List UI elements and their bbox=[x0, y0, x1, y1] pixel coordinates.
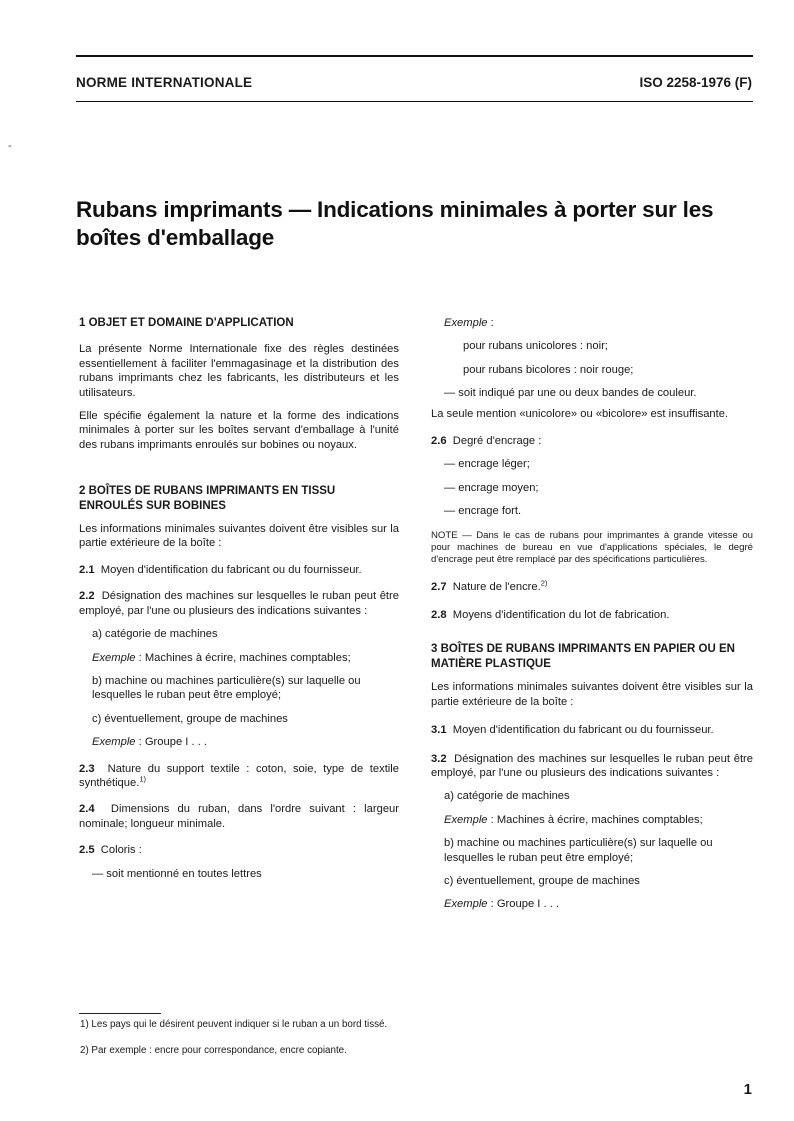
header-rule bbox=[76, 101, 753, 102]
clause-2-6-number: 2.6 bbox=[431, 435, 447, 448]
clause-2-2-example-2 bbox=[92, 735, 399, 749]
clause-3-2-item-c: c) éventuellement, groupe de machines bbox=[444, 874, 640, 887]
header-standard-type: NORME INTERNATIONALE bbox=[76, 75, 253, 90]
clause-3-2-item-a: a) catégorie de machines bbox=[444, 790, 570, 803]
section-1-paragraph-2: Elle spécifie également la nature et la forme des indications minimales à porter sur les boîtes servant d'emballage à l'unité des rubans imprimants enroulés sur bobines ou noyaux. bbox=[79, 410, 399, 451]
clause-2-8-text: Moyens d'identification du lot de fabrication. bbox=[452, 609, 670, 622]
clause-2-2 bbox=[79, 589, 399, 618]
clause-2-2-example-1 bbox=[92, 651, 399, 665]
clause-3-2-number: 3.2 bbox=[431, 752, 447, 765]
clause-2-5-item-2: — soit indiqué par une ou deux bandes de couleur. bbox=[444, 387, 697, 400]
section-3-intro: Les informations minimales suivantes doivent être visibles sur la partie extérieure de la boîte : bbox=[431, 681, 753, 708]
example-label: Exemple bbox=[92, 651, 136, 664]
clause-2-5-item-1: — soit mentionné en toutes lettres bbox=[92, 867, 262, 880]
footnote-ref-2: 2) bbox=[540, 577, 548, 587]
clause-2-6 bbox=[431, 434, 753, 448]
example-text: : Machines à écrire, machines comptables; bbox=[135, 651, 351, 664]
clause-2-2-item-b: b) machine ou machines particulière(s) sur laquelle ou lesquelles le ruban peut être employé; bbox=[92, 674, 361, 702]
clause-2-4-text: Dimensions du ruban, dans l'ordre suivant : largeur nominale; longueur minimale. bbox=[79, 803, 400, 830]
clause-2-2-text: Désignation des machines sur lesquelles le ruban peut être employé, par l'une ou plusieurs des indications suivantes : bbox=[79, 590, 399, 617]
right-column bbox=[431, 316, 753, 912]
clause-2-6-text: Degré d'encrage : bbox=[452, 435, 542, 448]
clause-2-4-number: 2.4 bbox=[79, 803, 95, 816]
clause-2-2-number: 2.2 bbox=[79, 590, 95, 603]
clause-2-6-item-2: — encrage moyen; bbox=[444, 481, 539, 494]
clause-2-3 bbox=[79, 762, 399, 791]
clause-2-2-item-a: a) catégorie de machines bbox=[92, 628, 218, 641]
footnote-ref-1: 1) bbox=[139, 774, 147, 784]
section-2-intro: Les informations minimales suivantes doivent être visibles sur la partie extérieure de la boîte : bbox=[79, 523, 399, 550]
clause-2-4 bbox=[79, 802, 399, 831]
header-standard-number: ISO 2258-1976 (F) bbox=[639, 75, 752, 90]
clause-2-5-note: La seule mention «unicolore» ou «bicolore» est insuffisante. bbox=[431, 407, 729, 420]
example-text: : Groupe I . . . bbox=[135, 736, 208, 749]
clause-3-2-text: Désignation des machines sur lesquelles le ruban peut être employé, par l'une ou plusieurs des indications suivantes : bbox=[431, 752, 753, 779]
clause-2-6-note: NOTE — Dans le cas de rubans pour imprimantes à grande vitesse ou pour machines de bureau en vue d'applications spéciales, le degré d'encrage peut être remplacé par des spécifications particulières. bbox=[431, 529, 753, 565]
footnote-rule bbox=[79, 1013, 161, 1014]
footnote-1: 1) Les pays qui le désirent peuvent indiquer si le ruban a un bord tissé. bbox=[80, 1019, 388, 1030]
section-1-heading: 1 OBJET ET DOMAINE D'APPLICATION bbox=[79, 317, 294, 329]
margin-mark: - bbox=[8, 140, 12, 152]
clause-2-6-item-1: — encrage léger; bbox=[444, 458, 530, 471]
clause-2-7-text: Nature de l'encre. bbox=[452, 580, 541, 593]
section-3-heading: 3 BOÎTES DE RUBANS IMPRIMANTS EN PAPIER OU EN MATIÈRE PLASTIQUE bbox=[431, 643, 735, 670]
clause-3-2-example-1 bbox=[444, 813, 753, 827]
clause-3-2-item-b: b) machine ou machines particulière(s) sur laquelle ou lesquelles le ruban peut être employé; bbox=[444, 837, 713, 864]
section-2-heading: 2 BOÎTES DE RUBANS IMPRIMANTS EN TISSU ENROULÉS SUR BOBINES bbox=[79, 485, 336, 512]
clause-2-7 bbox=[431, 577, 753, 594]
clause-2-3-number: 2.3 bbox=[79, 762, 95, 775]
clause-2-7-number: 2.7 bbox=[431, 580, 447, 593]
clause-2-5-example-heading bbox=[444, 316, 753, 330]
clause-2-6-item-3: — encrage fort. bbox=[444, 505, 522, 518]
clause-3-1-text: Moyen d'identification du fabricant ou du fournisseur. bbox=[452, 724, 714, 737]
clause-2-2-item-c: c) éventuellement, groupe de machines bbox=[92, 712, 288, 725]
clause-2-3-text: Nature du support textile : coton, soie, type de textile synthétique. bbox=[79, 762, 399, 789]
clause-2-5 bbox=[79, 843, 399, 857]
document-title: Rubans imprimants — Indications minimales à porter sur les boîtes d'emballage bbox=[76, 197, 714, 250]
clause-2-8-number: 2.8 bbox=[431, 609, 447, 622]
clause-2-1-number: 2.1 bbox=[79, 563, 95, 576]
clause-2-5-example-1: pour rubans unicolores : noir; bbox=[463, 340, 608, 353]
left-column bbox=[79, 316, 399, 881]
footnote-2: 2) Par exemple : encre pour correspondance, encre copiante. bbox=[80, 1045, 347, 1056]
clause-2-8 bbox=[431, 608, 753, 622]
clause-3-1-number: 3.1 bbox=[431, 724, 447, 737]
clause-3-2-example-2 bbox=[444, 897, 753, 911]
top-rule bbox=[76, 55, 753, 57]
section-1-paragraph-1: La présente Norme Internationale fixe des règles destinées essentiellement à faciliter l'emmagasinage et la distribution des rubans imprimants chez les fabricants, les distributeurs et les utilisateurs. bbox=[79, 343, 399, 399]
clause-2-1 bbox=[79, 563, 399, 577]
example-text: : Machines à écrire, machines comptables; bbox=[487, 813, 703, 826]
example-label: Exemple bbox=[444, 898, 488, 911]
clause-3-2 bbox=[431, 752, 753, 781]
clause-2-5-text: Coloris : bbox=[100, 844, 142, 857]
clause-2-5-example-2: pour rubans bicolores : noir rouge; bbox=[463, 363, 634, 376]
clause-2-5-number: 2.5 bbox=[79, 844, 95, 857]
example-label: Exemple bbox=[92, 736, 136, 749]
page-number: 1 bbox=[743, 1081, 752, 1098]
example-colon: : bbox=[487, 317, 494, 329]
example-text: : Groupe I . . . bbox=[487, 898, 560, 911]
clause-3-1 bbox=[431, 723, 753, 737]
clause-2-1-text: Moyen d'identification du fabricant ou du fournisseur. bbox=[100, 563, 362, 576]
example-label: Exemple bbox=[444, 317, 488, 329]
example-label: Exemple bbox=[444, 813, 488, 826]
